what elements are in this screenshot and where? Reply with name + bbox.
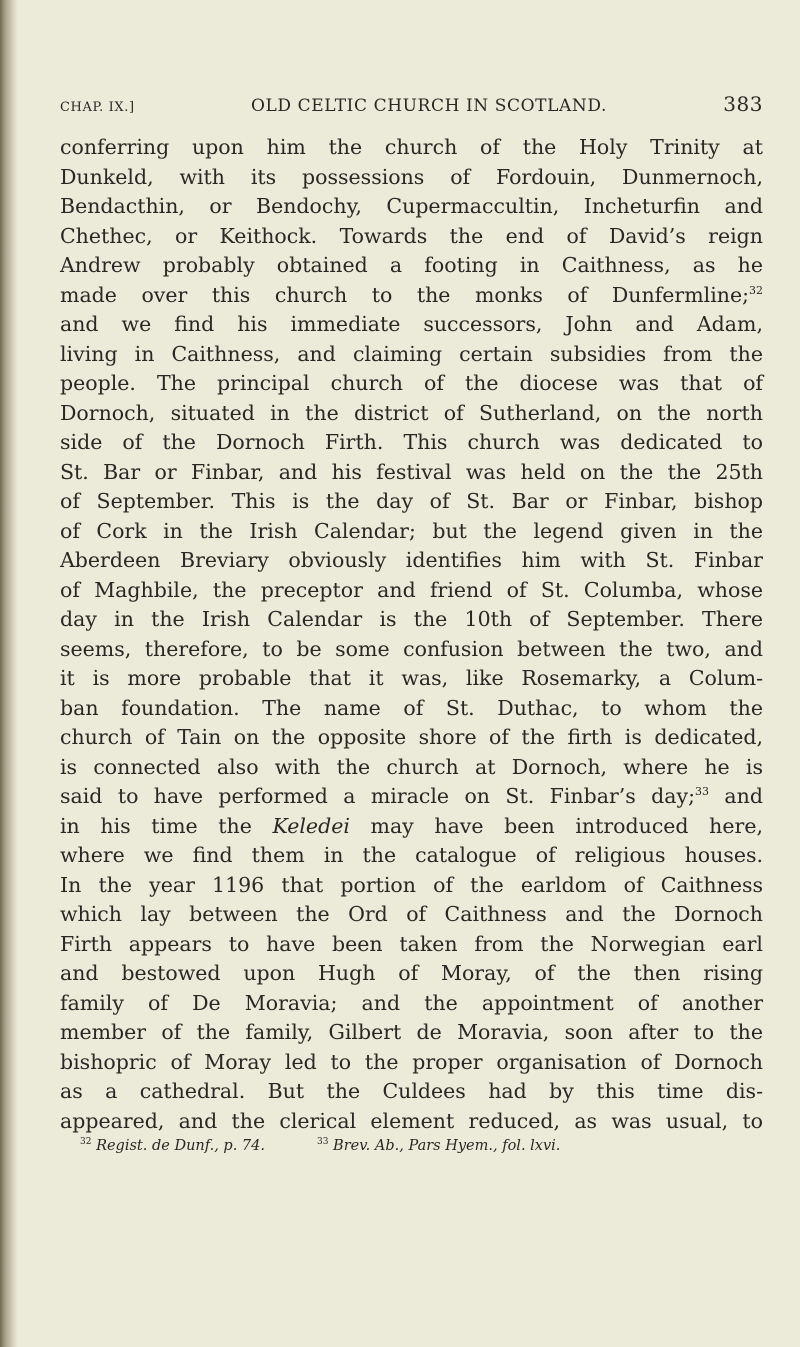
page-number: 383 (723, 92, 763, 116)
text-line: which lay between the Ord of Caithness and the Dornoch (60, 902, 763, 926)
text-line: Chethec, or Keithock. Towards the end of David’s reign (60, 223, 763, 248)
text-line: it is more probable that it was, like Rosemarky, a Colum- (60, 666, 763, 690)
line-text-tail: and (724, 784, 763, 808)
page-edge-shadow (0, 0, 18, 1347)
text-line: is connected also with the church at Dornoch, where he is (60, 754, 763, 779)
text-line: where we find them in the catalogue of religious houses. (60, 843, 763, 867)
line-text: in his time the (60, 813, 252, 838)
chapter-label: CHAP. IX.] (60, 100, 135, 115)
text-line: member of the family, Gilbert de Moravia, soon after to the (60, 1020, 763, 1044)
text-line: appeared, and the clerical element reduced, as was usual, to (60, 1108, 763, 1133)
text-line: and we find his immediate successors, John and Adam, (60, 312, 763, 336)
footnote-number: 33 (316, 1137, 329, 1147)
text-line: In the year 1196 that portion of the earldom of Caithness (60, 872, 763, 897)
text-line: people. The principal church of the diocese was that of (60, 371, 763, 395)
footnotes (60, 1138, 763, 1154)
footnote-ref-33: 33 (695, 785, 710, 798)
text-line: ban foundation. The name of St. Duthac, to whom the (60, 695, 763, 720)
text-line: Dornoch, situated in the district of Sutherland, on the north (60, 400, 763, 425)
text-line: day in the Irish Calendar is the 10th of September. There (60, 607, 763, 631)
footnote-text: Regist. de Dunf., p. 74. (96, 1138, 265, 1154)
text-line: of Cork in the Irish Calendar; but the legend given in the (60, 518, 763, 543)
text-line: Bendacthin, or Bendochy, Cupermaccultin, Incheturfin and (60, 194, 763, 218)
line-text: said to have performed a miracle on St. Finbar’s day; (60, 784, 696, 808)
text-line: seems, therefore, to be some confusion between the two, and (60, 636, 763, 661)
footnote-text: Brev. Ab., Pars Hyem., fol. lxvi. (333, 1138, 561, 1154)
running-head (60, 92, 763, 118)
text-line: of September. This is the day of St. Bar or Finbar, bishop (60, 489, 763, 513)
text-line: as a cathedral. But the Culdees had by this time dis- (60, 1079, 763, 1103)
footnote-32 (80, 1138, 265, 1154)
running-title: OLD CELTIC CHURCH IN SCOTLAND. (250, 96, 607, 116)
footnote-33 (317, 1138, 560, 1154)
text-line: bishopric of Moray led to the proper organisation of Dornoch (60, 1049, 763, 1074)
text-line (60, 281, 763, 311)
keledei-italic: Keledei (272, 813, 350, 838)
footnote-ref-32: 32 (749, 283, 763, 297)
line-text-tail: may have been introduced here, (370, 813, 763, 838)
text-line: Dunkeld, with its possessions of Fordouin, Dunmernoch, (60, 164, 763, 189)
text-line: conferring upon him the church of the Holy Trinity at (60, 135, 763, 159)
text-line: side of the Dornoch Firth. This church was dedicated to (60, 430, 763, 454)
text-line: living in Caithness, and claiming certain subsidies from the (60, 341, 763, 366)
body-text (60, 133, 763, 1136)
text-line: St. Bar or Finbar, and his festival was held on the the 25th (60, 459, 763, 484)
text-line: Aberdeen Breviary obviously identifies him with St. Finbar (60, 548, 763, 572)
text-line (60, 812, 763, 842)
text-line: of Maghbile, the preceptor and friend of St. Columba, whose (60, 577, 763, 602)
text-line: and bestowed upon Hugh of Moray, of the then rising (60, 961, 763, 985)
line-text: made over this church to the monks of Dunfermline; (60, 282, 749, 307)
text-line: church of Tain on the opposite shore of the firth is dedicated, (60, 725, 763, 749)
text-line (60, 782, 763, 812)
book-page (60, 92, 763, 1154)
text-line: Firth appears to have been taken from the Norwegian earl (60, 931, 763, 956)
text-line: family of De Moravia; and the appointment of another (60, 990, 763, 1015)
text-line: Andrew probably obtained a footing in Caithness, as he (60, 253, 763, 277)
footnote-number: 32 (80, 1137, 92, 1147)
